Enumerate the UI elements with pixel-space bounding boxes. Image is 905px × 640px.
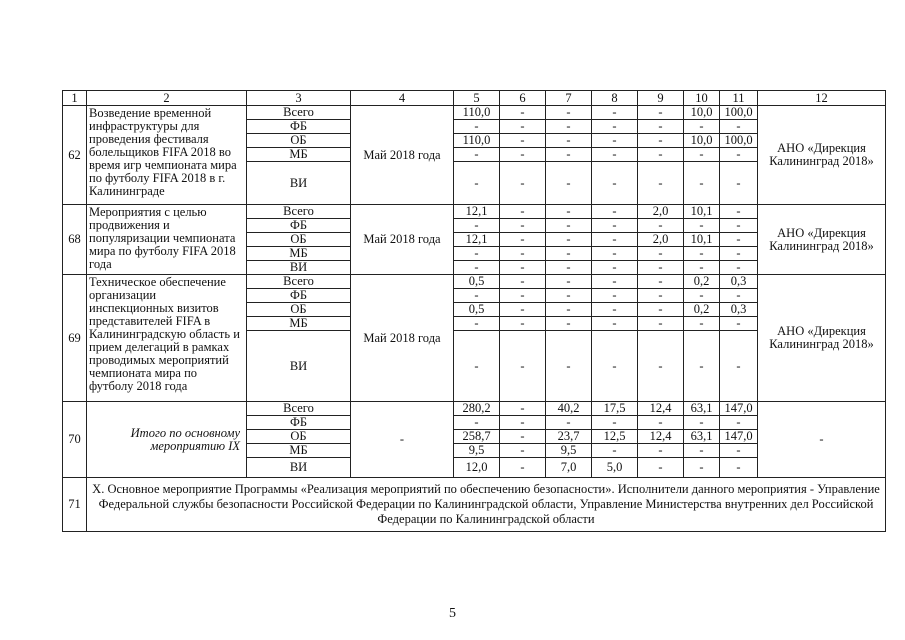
activity-description: Итого по основному мероприятию IX [87,402,247,478]
row-number: 68 [63,205,87,275]
funding-source: Всего [247,275,351,289]
amount-cell: - [546,275,592,289]
section-row [63,478,886,532]
activity-description: Техническое обеспечение организации инспекционных визитов представителей FIFA в Калининградскую область и прием делегаций в рамках проводимых мероприятий чемпионата мира по футболу 2018 года [87,275,247,402]
amount-cell: - [500,430,546,444]
amount-cell: 10,1 [684,233,720,247]
amount-cell: - [546,120,592,134]
amount-cell: - [684,331,720,402]
amount-cell: 100,0 [720,134,758,148]
column-number-header: 7 [546,91,592,106]
amount-cell: 12,1 [454,233,500,247]
amount-cell: - [638,458,684,478]
amount-cell: - [684,247,720,261]
amount-cell: - [500,233,546,247]
amount-cell: - [592,219,638,233]
amount-cell: - [638,317,684,331]
amount-cell: - [592,162,638,205]
amount-cell: 10,0 [684,134,720,148]
amount-cell: - [720,289,758,303]
amount-cell: - [684,162,720,205]
funding-source: МБ [247,148,351,162]
amount-cell: 12,4 [638,430,684,444]
deadline: Май 2018 года [351,106,454,205]
amount-cell: - [500,275,546,289]
funding-source: МБ [247,317,351,331]
funding-source: ВИ [247,458,351,478]
amount-cell: 147,0 [720,402,758,416]
column-number-header: 11 [720,91,758,106]
amount-cell: 100,0 [720,106,758,120]
funding-source: ВИ [247,331,351,402]
amount-cell: - [500,148,546,162]
page-number: 5 [449,606,456,621]
amount-cell: - [720,261,758,275]
amount-cell: 12,4 [638,402,684,416]
amount-cell: - [592,416,638,430]
amount-cell: - [638,120,684,134]
amount-cell: - [638,247,684,261]
funding-source: ОБ [247,430,351,444]
amount-cell: - [720,219,758,233]
funding-source: ВИ [247,162,351,205]
amount-cell: - [546,303,592,317]
amount-cell: - [500,444,546,458]
row-number: 62 [63,106,87,205]
amount-cell: - [720,162,758,205]
amount-cell: - [500,162,546,205]
amount-cell: - [592,148,638,162]
amount-cell: 23,7 [546,430,592,444]
amount-cell: 0,3 [720,303,758,317]
amount-cell: - [638,331,684,402]
funding-source: ФБ [247,289,351,303]
amount-cell: - [592,120,638,134]
amount-cell: - [454,148,500,162]
column-number-header: 4 [351,91,454,106]
amount-cell: - [720,317,758,331]
amount-cell: 0,2 [684,275,720,289]
amount-cell: - [454,247,500,261]
amount-cell: 0,2 [684,303,720,317]
amount-cell: - [546,289,592,303]
amount-cell: - [592,444,638,458]
amount-cell: 9,5 [454,444,500,458]
funding-source: ВИ [247,261,351,275]
funding-source: ФБ [247,219,351,233]
funding-source: ОБ [247,134,351,148]
funding-source: Всего [247,402,351,416]
amount-cell: - [638,275,684,289]
amount-cell: - [638,134,684,148]
amount-cell: 63,1 [684,430,720,444]
amount-cell: - [454,261,500,275]
amount-cell: - [684,219,720,233]
amount-cell: - [546,162,592,205]
amount-cell: 0,3 [720,275,758,289]
executor: АНО «Дирекция Калининград 2018» [758,106,886,205]
amount-cell: - [546,247,592,261]
column-number-header: 10 [684,91,720,106]
amount-cell: 7,0 [546,458,592,478]
row-number: 71 [63,478,87,532]
amount-cell: - [638,261,684,275]
amount-cell: 63,1 [684,402,720,416]
amount-cell: - [720,458,758,478]
column-number-header: 5 [454,91,500,106]
amount-cell: - [592,134,638,148]
deadline: Май 2018 года [351,205,454,275]
amount-cell: - [592,303,638,317]
amount-cell: - [592,247,638,261]
header-row [63,91,886,106]
funding-source: ФБ [247,120,351,134]
activity-description: Мероприятия с целью продвижения и популяризации чемпионата мира по футболу FIFA 2018 года [87,205,247,275]
amount-cell: - [592,205,638,219]
column-number-header: 1 [63,91,87,106]
amount-cell: 110,0 [454,106,500,120]
amount-cell: - [720,331,758,402]
executor: АНО «Дирекция Калининград 2018» [758,205,886,275]
table-row [63,205,886,219]
amount-cell: 9,5 [546,444,592,458]
amount-cell: - [638,444,684,458]
amount-cell: - [500,402,546,416]
funding-source: МБ [247,444,351,458]
amount-cell: - [454,416,500,430]
amount-cell: 280,2 [454,402,500,416]
amount-cell: - [720,148,758,162]
amount-cell: 10,1 [684,205,720,219]
amount-cell: - [500,458,546,478]
amount-cell: - [684,148,720,162]
amount-cell: - [592,106,638,120]
amount-cell: - [684,444,720,458]
column-number-header: 2 [87,91,247,106]
amount-cell: - [592,275,638,289]
amount-cell: 12,5 [592,430,638,444]
amount-cell: - [546,106,592,120]
column-number-header: 6 [500,91,546,106]
amount-cell: 5,0 [592,458,638,478]
amount-cell: - [720,205,758,219]
amount-cell: - [454,219,500,233]
deadline: Май 2018 года [351,275,454,402]
amount-cell: - [638,162,684,205]
amount-cell: 110,0 [454,134,500,148]
amount-cell: 147,0 [720,430,758,444]
funding-source: Всего [247,106,351,120]
amount-cell: - [684,317,720,331]
row-number: 69 [63,275,87,402]
amount-cell: - [546,261,592,275]
amount-cell: - [500,416,546,430]
amount-cell: - [720,247,758,261]
amount-cell: - [684,416,720,430]
amount-cell: - [500,261,546,275]
amount-cell: - [546,134,592,148]
amount-cell: 2,0 [638,233,684,247]
amount-cell: - [500,219,546,233]
amount-cell: - [638,219,684,233]
amount-cell: - [500,317,546,331]
amount-cell: 40,2 [546,402,592,416]
column-number-header: 3 [247,91,351,106]
amount-cell: - [454,162,500,205]
amount-cell: - [638,303,684,317]
amount-cell: - [500,120,546,134]
amount-cell: - [638,106,684,120]
amount-cell: 0,5 [454,275,500,289]
amount-cell: - [684,120,720,134]
amount-cell: - [500,247,546,261]
amount-cell: - [546,233,592,247]
amount-cell: 10,0 [684,106,720,120]
amount-cell: - [500,289,546,303]
amount-cell: 17,5 [592,402,638,416]
amount-cell: 258,7 [454,430,500,444]
amount-cell: - [638,148,684,162]
amount-cell: - [500,205,546,219]
amount-cell: - [500,134,546,148]
amount-cell: - [684,289,720,303]
amount-cell: 12,1 [454,205,500,219]
amount-cell: - [546,416,592,430]
column-number-header: 9 [638,91,684,106]
executor: АНО «Дирекция Калининград 2018» [758,275,886,402]
column-number-header: 12 [758,91,886,106]
amount-cell: - [684,261,720,275]
amount-cell: 2,0 [638,205,684,219]
funding-source: ОБ [247,233,351,247]
amount-cell: - [546,219,592,233]
funding-source: ОБ [247,303,351,317]
amount-cell: - [592,233,638,247]
table-row [63,106,886,120]
amount-cell: - [592,331,638,402]
amount-cell: 12,0 [454,458,500,478]
row-number: 70 [63,402,87,478]
table-row [63,275,886,289]
amount-cell: - [638,416,684,430]
amount-cell: - [454,289,500,303]
amount-cell: - [546,205,592,219]
amount-cell: - [592,289,638,303]
amount-cell: - [684,458,720,478]
funding-source: МБ [247,247,351,261]
amount-cell: - [454,317,500,331]
amount-cell: - [500,106,546,120]
funding-source: ФБ [247,416,351,430]
executor: - [758,402,886,478]
amount-cell: 0,5 [454,303,500,317]
column-number-header: 8 [592,91,638,106]
amount-cell: - [720,416,758,430]
program-activities-table [62,90,886,532]
amount-cell: - [454,331,500,402]
funding-source: Всего [247,205,351,219]
table-row [63,402,886,416]
amount-cell: - [592,261,638,275]
deadline: - [351,402,454,478]
amount-cell: - [546,331,592,402]
section-title: X. Основное мероприятие Программы «Реализация мероприятий по обеспечению безопасности». Исполнители данного мероприятия - Управление Федеральной службы безопасности Российской Федерации по Калининградской области, Управление Министерства внутренних дел Российской Федерации по Калининградской области [87,478,886,532]
activity-description: Возведение временной инфраструктуры для проведения фестиваля болельщиков FIFA 2018 во время игр чемпионата мира по футболу FIFA 2018 в г. Калининграде [87,106,247,205]
amount-cell: - [720,444,758,458]
amount-cell: - [592,317,638,331]
amount-cell: - [720,233,758,247]
amount-cell: - [500,303,546,317]
amount-cell: - [546,317,592,331]
amount-cell: - [638,289,684,303]
amount-cell: - [546,148,592,162]
amount-cell: - [500,331,546,402]
amount-cell: - [720,120,758,134]
amount-cell: - [454,120,500,134]
